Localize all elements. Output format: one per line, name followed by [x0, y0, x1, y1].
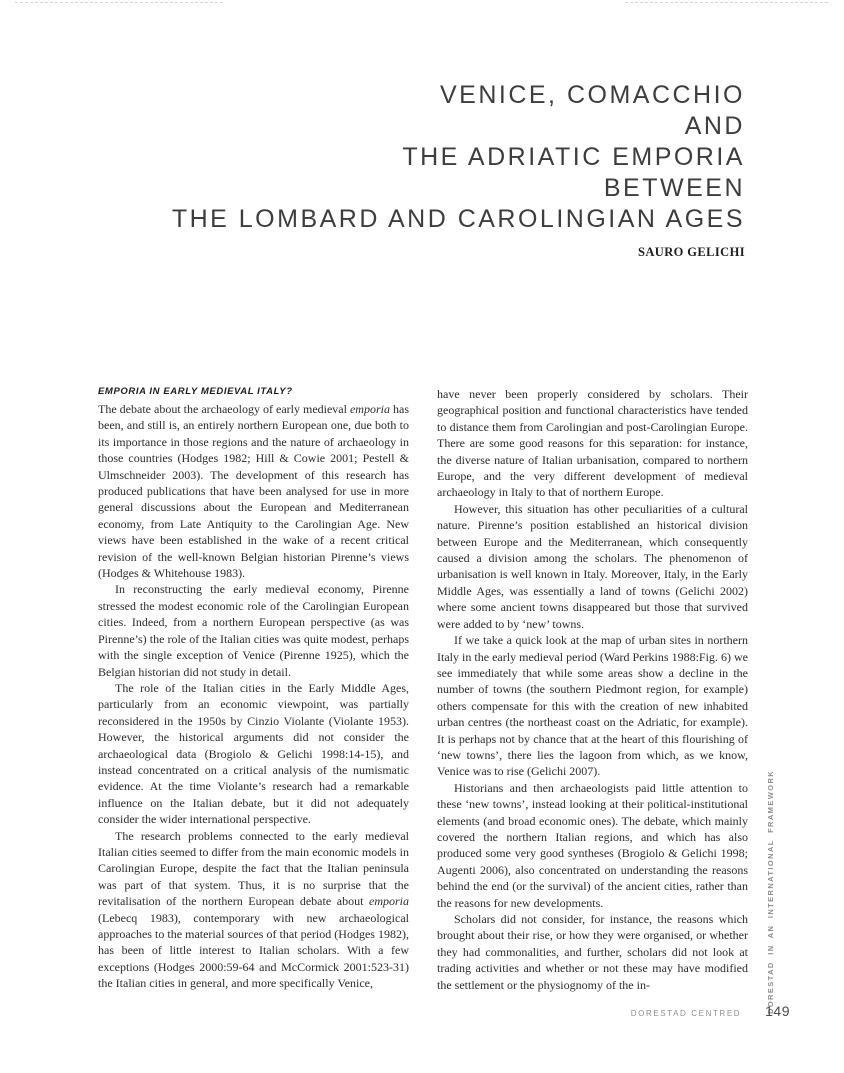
author-name: SAURO GELICHI: [638, 245, 745, 259]
body-paragraph: In reconstructing the early medieval economy, Pirenne stressed the modest economic role of the Carolingian European cities. Indeed, from a northern European perspective (as was Pirenne’s) the role of the Italian cities was quite modest, perhaps with the single exception of Venice (Pirenne 1925), which the Belgian historian did not study in detail.: [98, 582, 409, 679]
body-paragraph: If we take a quick look at the map of urban sites in northern Italy in the early medieval period (Ward Perkins 1988:Fig. 6) we see immediately that while some areas show a decline in the number of towns (the southern Piedmont region, for example) others compensate for this with the creation of new inhabited urban centres (the northeast coast on the Adriatic, for example). It is perhaps not by chance that at the heart of this flourishing of ‘new towns’, there lies the lagoon from which, as we know, Venice was to rise (Gelichi 2007).: [437, 633, 748, 779]
right-column-text: [437, 386, 748, 993]
body-paragraph: The debate about the archaeology of early medieval emporia has been, and still is, an entirely northern European one, due both to its importance in those regions and the nature of archaeology in those countries (Hodges 1982; Hill & Cowie 2001; Pestell & Ulmschneider 2003). The development of this research has produced publications that have been analysed for use in more general discussions about the European and Mediterranean economy, from Late Antiquity to the Carolingian Age. New views have been established in the wake of a recent critical revision of the well-known Belgian historian Pirenne’s views (Hodges & Whitehouse 1983).: [98, 402, 409, 581]
crop-mark-left: [15, 2, 223, 3]
title-line: THE ADRIATIC EMPORIA: [402, 143, 745, 171]
right-column: [437, 386, 748, 993]
page-footer: [631, 1003, 790, 1019]
title-line: VENICE, COMACCHIO: [439, 81, 745, 109]
body-paragraph: Historians and then archaeologists paid little attention to these ‘new towns’, instead looking at their political-institutional elements (and broad economic ones). The debate, which mainly covered the northern Italian regions, and which has also produced some very good syntheses (Brogiolo & Gelichi 1998; Augenti 2006), also concentrated on understanding the reasons behind the end (or the survival) of the ancient cities, rather than the reasons for new developments.: [437, 780, 748, 910]
body-paragraph: The role of the Italian cities in the Early Middle Ages, particularly from an economic viewpoint, was partially reconsidered in the 1950s by Cinzio Violante (Violante 1953). However, the historical arguments did not consider the archaeological data (Brogiolo & Gelichi 1998:14-15), and instead concentrated on a critical analysis of the numismatic evidence. At the time Violante’s research had a remarkable influence on the Italian debate, but it did not adequately consider the wider international perspective.: [98, 680, 409, 827]
left-column: [98, 386, 409, 993]
body-paragraph: The research problems connected to the early medieval Italian cities seemed to differ from the main economic models in Carolingian Europe, despite the fact that the Italian peninsula was part of that system. Thus, it is no surprise that the revitalisation of the northern European debate about emporia (Lebecq 1983), contemporary with new archaeological approaches to the material sources of that period (Hodges 1982), has been of little interest to Italian scholars. With a few exceptions (Hodges 2000:59-64 and McCormick 2001:523-31) the Italian cities in general, and more specifically Venice,: [98, 828, 409, 991]
title-line: AND: [684, 112, 745, 140]
title-line: THE LOMBARD AND CAROLINGIAN AGES: [171, 205, 745, 233]
body-paragraph: However, this situation has other peculiarities of a cultural nature. Pirenne’s position established an historical division between Europe and the Mediterranean, which consequently caused a division among the scholars. The phenomenon of urbanisation is well known in Italy. Moreover, Italy, in the Early Middle Ages, was essentially a land of towns (Gelichi 2002) where some ancient towns disappeared but those that survived were added to by ‘new’ towns.: [437, 501, 748, 631]
vertical-running-head: DORESTAD IN AN INTERNATIONAL FRAMEWORK: [766, 769, 775, 1014]
page-number: 149: [765, 1003, 790, 1019]
body-paragraph: Scholars did not consider, for instance, the reasons which brought about their rise, or how they were organised, or whether they had commonalities, and further, scholars did not look at trading activities and whether or not these may have modified the settlement or the physiognomy of the in-: [437, 912, 748, 992]
body-paragraph: have never been properly considered by scholars. Their geographical position and functional characteristics have tended to distance them from Carolingian and post-Carolingian Europe. There are some good reasons for this separation: for instance, the diverse nature of Italian urbanisation, compared to northern Europe, and the very different development of medieval archaeology in Italy to that of northern Europe.: [437, 387, 748, 500]
section-heading: EMPORIA IN EARLY MEDIEVAL ITALY?: [98, 386, 293, 397]
crop-mark-right: [625, 2, 828, 3]
body-columns: [98, 386, 748, 993]
title-line: BETWEEN: [603, 174, 745, 202]
article-title: [172, 80, 745, 235]
footer-running-title: DORESTAD CENTRED: [630, 1009, 742, 1018]
left-column-text: [98, 401, 409, 992]
